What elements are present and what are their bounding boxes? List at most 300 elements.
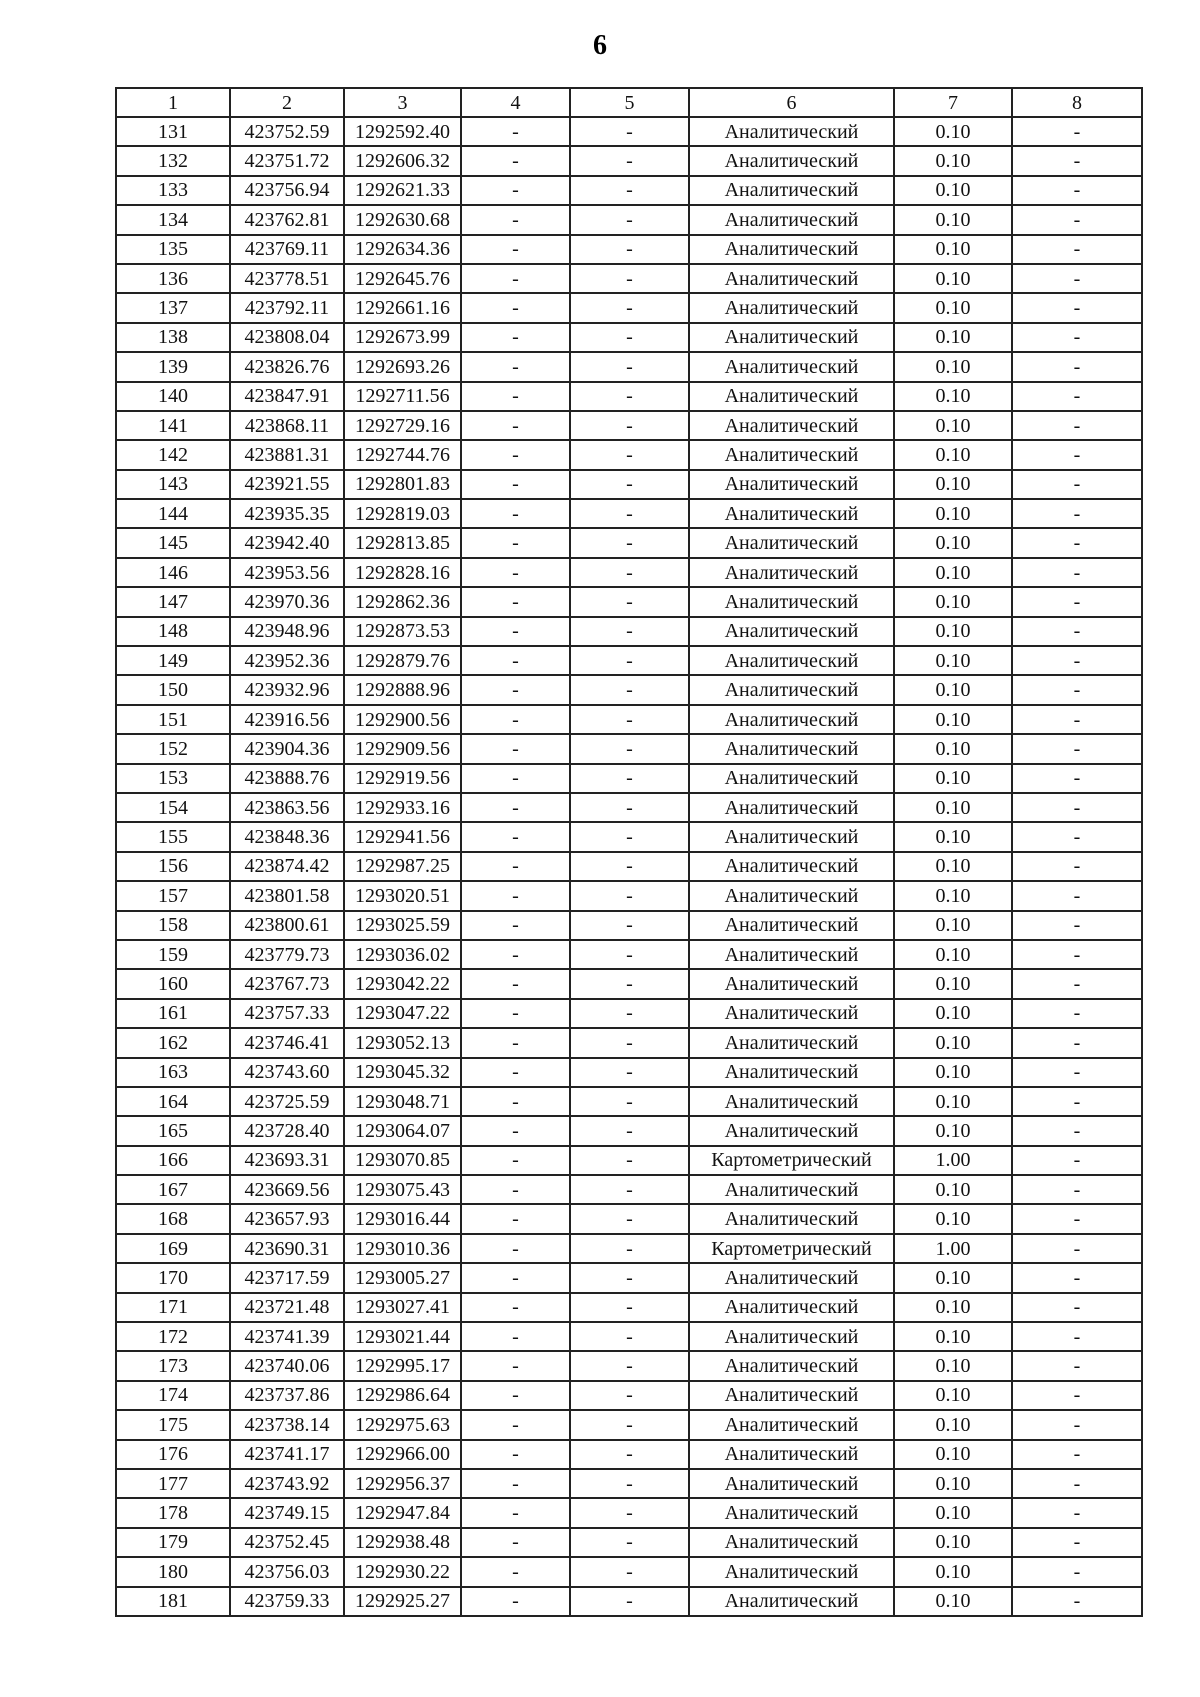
col4-cell: - bbox=[461, 734, 570, 763]
table-row bbox=[116, 117, 1142, 146]
column-header-4: 4 bbox=[461, 88, 570, 117]
y-coordinate-cell: 1293020.51 bbox=[344, 881, 461, 910]
col8-cell: - bbox=[1012, 1087, 1142, 1116]
col8-cell: - bbox=[1012, 264, 1142, 293]
col5-cell: - bbox=[570, 764, 689, 793]
y-coordinate-cell: 1292592.40 bbox=[344, 117, 461, 146]
x-coordinate-cell: 423725.59 bbox=[230, 1087, 344, 1116]
y-coordinate-cell: 1293016.44 bbox=[344, 1204, 461, 1233]
method-cell: Аналитический bbox=[689, 1293, 894, 1322]
col5-cell: - bbox=[570, 1381, 689, 1410]
x-coordinate-cell: 423767.73 bbox=[230, 969, 344, 998]
point-number-cell: 155 bbox=[116, 822, 230, 851]
col5-cell: - bbox=[570, 1087, 689, 1116]
col5-cell: - bbox=[570, 1440, 689, 1469]
point-number-cell: 172 bbox=[116, 1322, 230, 1351]
y-coordinate-cell: 1292729.16 bbox=[344, 411, 461, 440]
point-number-cell: 178 bbox=[116, 1498, 230, 1527]
col8-cell: - bbox=[1012, 764, 1142, 793]
col8-cell: - bbox=[1012, 146, 1142, 175]
accuracy-cell: 0.10 bbox=[894, 617, 1012, 646]
col8-cell: - bbox=[1012, 646, 1142, 675]
table-row bbox=[116, 734, 1142, 763]
point-number-cell: 170 bbox=[116, 1263, 230, 1292]
y-coordinate-cell: 1292879.76 bbox=[344, 646, 461, 675]
x-coordinate-cell: 423743.92 bbox=[230, 1469, 344, 1498]
col4-cell: - bbox=[461, 1293, 570, 1322]
column-header-3: 3 bbox=[344, 88, 461, 117]
col5-cell: - bbox=[570, 969, 689, 998]
col5-cell: - bbox=[570, 1528, 689, 1557]
y-coordinate-cell: 1293045.32 bbox=[344, 1058, 461, 1087]
col5-cell: - bbox=[570, 1351, 689, 1380]
y-coordinate-cell: 1292941.56 bbox=[344, 822, 461, 851]
table-row bbox=[116, 411, 1142, 440]
col5-cell: - bbox=[570, 440, 689, 469]
x-coordinate-cell: 423808.04 bbox=[230, 323, 344, 352]
y-coordinate-cell: 1292956.37 bbox=[344, 1469, 461, 1498]
col5-cell: - bbox=[570, 1116, 689, 1145]
point-number-cell: 144 bbox=[116, 499, 230, 528]
col5-cell: - bbox=[570, 940, 689, 969]
col4-cell: - bbox=[461, 1058, 570, 1087]
accuracy-cell: 0.10 bbox=[894, 1587, 1012, 1616]
col8-cell: - bbox=[1012, 617, 1142, 646]
y-coordinate-cell: 1292693.26 bbox=[344, 352, 461, 381]
table-row bbox=[116, 440, 1142, 469]
col8-cell: - bbox=[1012, 1116, 1142, 1145]
method-cell: Аналитический bbox=[689, 352, 894, 381]
point-number-cell: 156 bbox=[116, 852, 230, 881]
x-coordinate-cell: 423778.51 bbox=[230, 264, 344, 293]
col8-cell: - bbox=[1012, 1557, 1142, 1586]
method-cell: Аналитический bbox=[689, 323, 894, 352]
col4-cell: - bbox=[461, 911, 570, 940]
method-cell: Аналитический bbox=[689, 1498, 894, 1527]
point-number-cell: 169 bbox=[116, 1234, 230, 1263]
accuracy-cell: 0.10 bbox=[894, 1528, 1012, 1557]
col8-cell: - bbox=[1012, 499, 1142, 528]
point-number-cell: 154 bbox=[116, 793, 230, 822]
col8-cell: - bbox=[1012, 793, 1142, 822]
col4-cell: - bbox=[461, 558, 570, 587]
y-coordinate-cell: 1292801.83 bbox=[344, 470, 461, 499]
col8-cell: - bbox=[1012, 675, 1142, 704]
column-header-8: 8 bbox=[1012, 88, 1142, 117]
table-row bbox=[116, 1322, 1142, 1351]
x-coordinate-cell: 423779.73 bbox=[230, 940, 344, 969]
method-cell: Аналитический bbox=[689, 1469, 894, 1498]
col4-cell: - bbox=[461, 1204, 570, 1233]
col8-cell: - bbox=[1012, 382, 1142, 411]
accuracy-cell: 0.10 bbox=[894, 969, 1012, 998]
column-header-5: 5 bbox=[570, 88, 689, 117]
col4-cell: - bbox=[461, 764, 570, 793]
col8-cell: - bbox=[1012, 1498, 1142, 1527]
accuracy-cell: 0.10 bbox=[894, 528, 1012, 557]
col8-cell: - bbox=[1012, 911, 1142, 940]
y-coordinate-cell: 1293047.22 bbox=[344, 999, 461, 1028]
method-cell: Аналитический bbox=[689, 146, 894, 175]
col4-cell: - bbox=[461, 1528, 570, 1557]
table-row bbox=[116, 617, 1142, 646]
point-number-cell: 157 bbox=[116, 881, 230, 910]
point-number-cell: 141 bbox=[116, 411, 230, 440]
point-number-cell: 174 bbox=[116, 1381, 230, 1410]
y-coordinate-cell: 1292634.36 bbox=[344, 235, 461, 264]
table-row bbox=[116, 1028, 1142, 1057]
accuracy-cell: 0.10 bbox=[894, 293, 1012, 322]
table-row bbox=[116, 382, 1142, 411]
col4-cell: - bbox=[461, 1234, 570, 1263]
y-coordinate-cell: 1292987.25 bbox=[344, 852, 461, 881]
y-coordinate-cell: 1292661.16 bbox=[344, 293, 461, 322]
y-coordinate-cell: 1292900.56 bbox=[344, 705, 461, 734]
x-coordinate-cell: 423728.40 bbox=[230, 1116, 344, 1145]
y-coordinate-cell: 1292909.56 bbox=[344, 734, 461, 763]
accuracy-cell: 0.10 bbox=[894, 1322, 1012, 1351]
col5-cell: - bbox=[570, 1322, 689, 1351]
table-row bbox=[116, 852, 1142, 881]
y-coordinate-cell: 1292933.16 bbox=[344, 793, 461, 822]
method-cell: Аналитический bbox=[689, 1440, 894, 1469]
x-coordinate-cell: 423953.56 bbox=[230, 558, 344, 587]
table-row bbox=[116, 764, 1142, 793]
col5-cell: - bbox=[570, 1293, 689, 1322]
x-coordinate-cell: 423740.06 bbox=[230, 1351, 344, 1380]
y-coordinate-cell: 1293021.44 bbox=[344, 1322, 461, 1351]
x-coordinate-cell: 423948.96 bbox=[230, 617, 344, 646]
x-coordinate-cell: 423741.39 bbox=[230, 1322, 344, 1351]
x-coordinate-cell: 423942.40 bbox=[230, 528, 344, 557]
method-cell: Аналитический bbox=[689, 646, 894, 675]
method-cell: Аналитический bbox=[689, 1263, 894, 1292]
col5-cell: - bbox=[570, 1204, 689, 1233]
table-row bbox=[116, 587, 1142, 616]
col8-cell: - bbox=[1012, 323, 1142, 352]
method-cell: Аналитический bbox=[689, 293, 894, 322]
y-coordinate-cell: 1292630.68 bbox=[344, 205, 461, 234]
col4-cell: - bbox=[461, 881, 570, 910]
table-row bbox=[116, 205, 1142, 234]
method-cell: Аналитический bbox=[689, 587, 894, 616]
table-row bbox=[116, 1410, 1142, 1439]
col5-cell: - bbox=[570, 382, 689, 411]
col8-cell: - bbox=[1012, 881, 1142, 910]
y-coordinate-cell: 1292645.76 bbox=[344, 264, 461, 293]
col8-cell: - bbox=[1012, 1322, 1142, 1351]
x-coordinate-cell: 423669.56 bbox=[230, 1175, 344, 1204]
col8-cell: - bbox=[1012, 587, 1142, 616]
table-row bbox=[116, 470, 1142, 499]
point-number-cell: 131 bbox=[116, 117, 230, 146]
col8-cell: - bbox=[1012, 822, 1142, 851]
x-coordinate-cell: 423888.76 bbox=[230, 764, 344, 793]
y-coordinate-cell: 1292938.48 bbox=[344, 1528, 461, 1557]
column-header-2: 2 bbox=[230, 88, 344, 117]
col8-cell: - bbox=[1012, 1440, 1142, 1469]
col5-cell: - bbox=[570, 352, 689, 381]
x-coordinate-cell: 423717.59 bbox=[230, 1263, 344, 1292]
point-number-cell: 138 bbox=[116, 323, 230, 352]
col5-cell: - bbox=[570, 1146, 689, 1175]
col8-cell: - bbox=[1012, 558, 1142, 587]
col8-cell: - bbox=[1012, 969, 1142, 998]
col8-cell: - bbox=[1012, 1234, 1142, 1263]
x-coordinate-cell: 423743.60 bbox=[230, 1058, 344, 1087]
col4-cell: - bbox=[461, 1469, 570, 1498]
table-row bbox=[116, 499, 1142, 528]
col4-cell: - bbox=[461, 675, 570, 704]
col8-cell: - bbox=[1012, 528, 1142, 557]
col8-cell: - bbox=[1012, 1469, 1142, 1498]
accuracy-cell: 0.10 bbox=[894, 117, 1012, 146]
col4-cell: - bbox=[461, 352, 570, 381]
method-cell: Аналитический bbox=[689, 1351, 894, 1380]
col8-cell: - bbox=[1012, 734, 1142, 763]
col5-cell: - bbox=[570, 822, 689, 851]
accuracy-cell: 0.10 bbox=[894, 176, 1012, 205]
table-row bbox=[116, 1263, 1142, 1292]
accuracy-cell: 0.10 bbox=[894, 587, 1012, 616]
col8-cell: - bbox=[1012, 1528, 1142, 1557]
col5-cell: - bbox=[570, 852, 689, 881]
col5-cell: - bbox=[570, 1234, 689, 1263]
y-coordinate-cell: 1292606.32 bbox=[344, 146, 461, 175]
method-cell: Аналитический bbox=[689, 1058, 894, 1087]
accuracy-cell: 0.10 bbox=[894, 1028, 1012, 1057]
table-row bbox=[116, 558, 1142, 587]
point-number-cell: 167 bbox=[116, 1175, 230, 1204]
col4-cell: - bbox=[461, 235, 570, 264]
point-number-cell: 149 bbox=[116, 646, 230, 675]
col4-cell: - bbox=[461, 1116, 570, 1145]
col4-cell: - bbox=[461, 940, 570, 969]
accuracy-cell: 0.10 bbox=[894, 1557, 1012, 1586]
x-coordinate-cell: 423800.61 bbox=[230, 911, 344, 940]
method-cell: Аналитический bbox=[689, 1116, 894, 1145]
accuracy-cell: 0.10 bbox=[894, 646, 1012, 675]
col5-cell: - bbox=[570, 117, 689, 146]
col4-cell: - bbox=[461, 440, 570, 469]
y-coordinate-cell: 1292930.22 bbox=[344, 1557, 461, 1586]
accuracy-cell: 1.00 bbox=[894, 1234, 1012, 1263]
method-cell: Аналитический bbox=[689, 1381, 894, 1410]
method-cell: Аналитический bbox=[689, 734, 894, 763]
table-row bbox=[116, 1234, 1142, 1263]
point-number-cell: 153 bbox=[116, 764, 230, 793]
point-number-cell: 160 bbox=[116, 969, 230, 998]
x-coordinate-cell: 423769.11 bbox=[230, 235, 344, 264]
col4-cell: - bbox=[461, 146, 570, 175]
method-cell: Аналитический bbox=[689, 528, 894, 557]
accuracy-cell: 0.10 bbox=[894, 940, 1012, 969]
col4-cell: - bbox=[461, 1351, 570, 1380]
table-header-row bbox=[116, 88, 1142, 117]
col8-cell: - bbox=[1012, 852, 1142, 881]
accuracy-cell: 0.10 bbox=[894, 1087, 1012, 1116]
col4-cell: - bbox=[461, 1087, 570, 1116]
method-cell: Аналитический bbox=[689, 176, 894, 205]
table-row bbox=[116, 705, 1142, 734]
point-number-cell: 147 bbox=[116, 587, 230, 616]
col4-cell: - bbox=[461, 117, 570, 146]
point-number-cell: 132 bbox=[116, 146, 230, 175]
col5-cell: - bbox=[570, 705, 689, 734]
col8-cell: - bbox=[1012, 205, 1142, 234]
point-number-cell: 168 bbox=[116, 1204, 230, 1233]
table-row bbox=[116, 1175, 1142, 1204]
col8-cell: - bbox=[1012, 117, 1142, 146]
y-coordinate-cell: 1292995.17 bbox=[344, 1351, 461, 1380]
table-row bbox=[116, 1381, 1142, 1410]
point-number-cell: 152 bbox=[116, 734, 230, 763]
col5-cell: - bbox=[570, 411, 689, 440]
table-row bbox=[116, 323, 1142, 352]
col5-cell: - bbox=[570, 528, 689, 557]
accuracy-cell: 0.10 bbox=[894, 705, 1012, 734]
point-number-cell: 135 bbox=[116, 235, 230, 264]
col8-cell: - bbox=[1012, 1028, 1142, 1057]
accuracy-cell: 0.10 bbox=[894, 558, 1012, 587]
col8-cell: - bbox=[1012, 1410, 1142, 1439]
table-row bbox=[116, 940, 1142, 969]
x-coordinate-cell: 423752.59 bbox=[230, 117, 344, 146]
x-coordinate-cell: 423921.55 bbox=[230, 470, 344, 499]
y-coordinate-cell: 1293070.85 bbox=[344, 1146, 461, 1175]
y-coordinate-cell: 1293048.71 bbox=[344, 1087, 461, 1116]
col8-cell: - bbox=[1012, 470, 1142, 499]
method-cell: Аналитический bbox=[689, 382, 894, 411]
x-coordinate-cell: 423721.48 bbox=[230, 1293, 344, 1322]
col8-cell: - bbox=[1012, 293, 1142, 322]
y-coordinate-cell: 1292711.56 bbox=[344, 382, 461, 411]
method-cell: Аналитический bbox=[689, 881, 894, 910]
col8-cell: - bbox=[1012, 352, 1142, 381]
method-cell: Аналитический bbox=[689, 558, 894, 587]
accuracy-cell: 0.10 bbox=[894, 264, 1012, 293]
y-coordinate-cell: 1292828.16 bbox=[344, 558, 461, 587]
accuracy-cell: 0.10 bbox=[894, 1204, 1012, 1233]
col4-cell: - bbox=[461, 1146, 570, 1175]
y-coordinate-cell: 1292947.84 bbox=[344, 1498, 461, 1527]
point-number-cell: 173 bbox=[116, 1351, 230, 1380]
method-cell: Картометрический bbox=[689, 1146, 894, 1175]
x-coordinate-cell: 423738.14 bbox=[230, 1410, 344, 1439]
method-cell: Аналитический bbox=[689, 911, 894, 940]
x-coordinate-cell: 423935.35 bbox=[230, 499, 344, 528]
accuracy-cell: 0.10 bbox=[894, 675, 1012, 704]
table-row bbox=[116, 1440, 1142, 1469]
page-number: 6 bbox=[593, 30, 607, 61]
col8-cell: - bbox=[1012, 1058, 1142, 1087]
point-number-cell: 181 bbox=[116, 1587, 230, 1616]
col4-cell: - bbox=[461, 411, 570, 440]
accuracy-cell: 0.10 bbox=[894, 146, 1012, 175]
x-coordinate-cell: 423916.56 bbox=[230, 705, 344, 734]
col5-cell: - bbox=[570, 1469, 689, 1498]
col4-cell: - bbox=[461, 822, 570, 851]
col4-cell: - bbox=[461, 1322, 570, 1351]
table-row bbox=[116, 1498, 1142, 1527]
coordinates-table bbox=[115, 87, 1143, 1617]
x-coordinate-cell: 423863.56 bbox=[230, 793, 344, 822]
x-coordinate-cell: 423749.15 bbox=[230, 1498, 344, 1527]
x-coordinate-cell: 423932.96 bbox=[230, 675, 344, 704]
y-coordinate-cell: 1293075.43 bbox=[344, 1175, 461, 1204]
method-cell: Аналитический bbox=[689, 1587, 894, 1616]
y-coordinate-cell: 1292966.00 bbox=[344, 1440, 461, 1469]
col5-cell: - bbox=[570, 470, 689, 499]
y-coordinate-cell: 1293042.22 bbox=[344, 969, 461, 998]
col8-cell: - bbox=[1012, 940, 1142, 969]
col5-cell: - bbox=[570, 793, 689, 822]
point-number-cell: 140 bbox=[116, 382, 230, 411]
point-number-cell: 142 bbox=[116, 440, 230, 469]
table-row bbox=[116, 1528, 1142, 1557]
method-cell: Аналитический bbox=[689, 617, 894, 646]
x-coordinate-cell: 423693.31 bbox=[230, 1146, 344, 1175]
col4-cell: - bbox=[461, 1498, 570, 1527]
accuracy-cell: 0.10 bbox=[894, 1498, 1012, 1527]
x-coordinate-cell: 423759.33 bbox=[230, 1587, 344, 1616]
table-row bbox=[116, 675, 1142, 704]
accuracy-cell: 0.10 bbox=[894, 323, 1012, 352]
method-cell: Аналитический bbox=[689, 235, 894, 264]
col4-cell: - bbox=[461, 1381, 570, 1410]
col4-cell: - bbox=[461, 499, 570, 528]
point-number-cell: 179 bbox=[116, 1528, 230, 1557]
accuracy-cell: 0.10 bbox=[894, 1263, 1012, 1292]
method-cell: Аналитический bbox=[689, 793, 894, 822]
table-row bbox=[116, 176, 1142, 205]
col4-cell: - bbox=[461, 470, 570, 499]
accuracy-cell: 0.10 bbox=[894, 205, 1012, 234]
point-number-cell: 161 bbox=[116, 999, 230, 1028]
x-coordinate-cell: 423746.41 bbox=[230, 1028, 344, 1057]
col5-cell: - bbox=[570, 881, 689, 910]
col4-cell: - bbox=[461, 323, 570, 352]
col5-cell: - bbox=[570, 734, 689, 763]
col4-cell: - bbox=[461, 793, 570, 822]
method-cell: Аналитический bbox=[689, 1175, 894, 1204]
col5-cell: - bbox=[570, 205, 689, 234]
x-coordinate-cell: 423757.33 bbox=[230, 999, 344, 1028]
accuracy-cell: 0.10 bbox=[894, 734, 1012, 763]
col5-cell: - bbox=[570, 235, 689, 264]
table-row bbox=[116, 1146, 1142, 1175]
table-row bbox=[116, 146, 1142, 175]
table-row bbox=[116, 969, 1142, 998]
col5-cell: - bbox=[570, 1587, 689, 1616]
col8-cell: - bbox=[1012, 1204, 1142, 1233]
method-cell: Аналитический bbox=[689, 205, 894, 234]
col8-cell: - bbox=[1012, 1381, 1142, 1410]
accuracy-cell: 0.10 bbox=[894, 440, 1012, 469]
col4-cell: - bbox=[461, 1028, 570, 1057]
y-coordinate-cell: 1292673.99 bbox=[344, 323, 461, 352]
col5-cell: - bbox=[570, 293, 689, 322]
col5-cell: - bbox=[570, 1498, 689, 1527]
accuracy-cell: 0.10 bbox=[894, 999, 1012, 1028]
accuracy-cell: 0.10 bbox=[894, 852, 1012, 881]
x-coordinate-cell: 423792.11 bbox=[230, 293, 344, 322]
accuracy-cell: 0.10 bbox=[894, 793, 1012, 822]
table-row bbox=[116, 235, 1142, 264]
table-row bbox=[116, 1557, 1142, 1586]
y-coordinate-cell: 1292888.96 bbox=[344, 675, 461, 704]
col4-cell: - bbox=[461, 382, 570, 411]
